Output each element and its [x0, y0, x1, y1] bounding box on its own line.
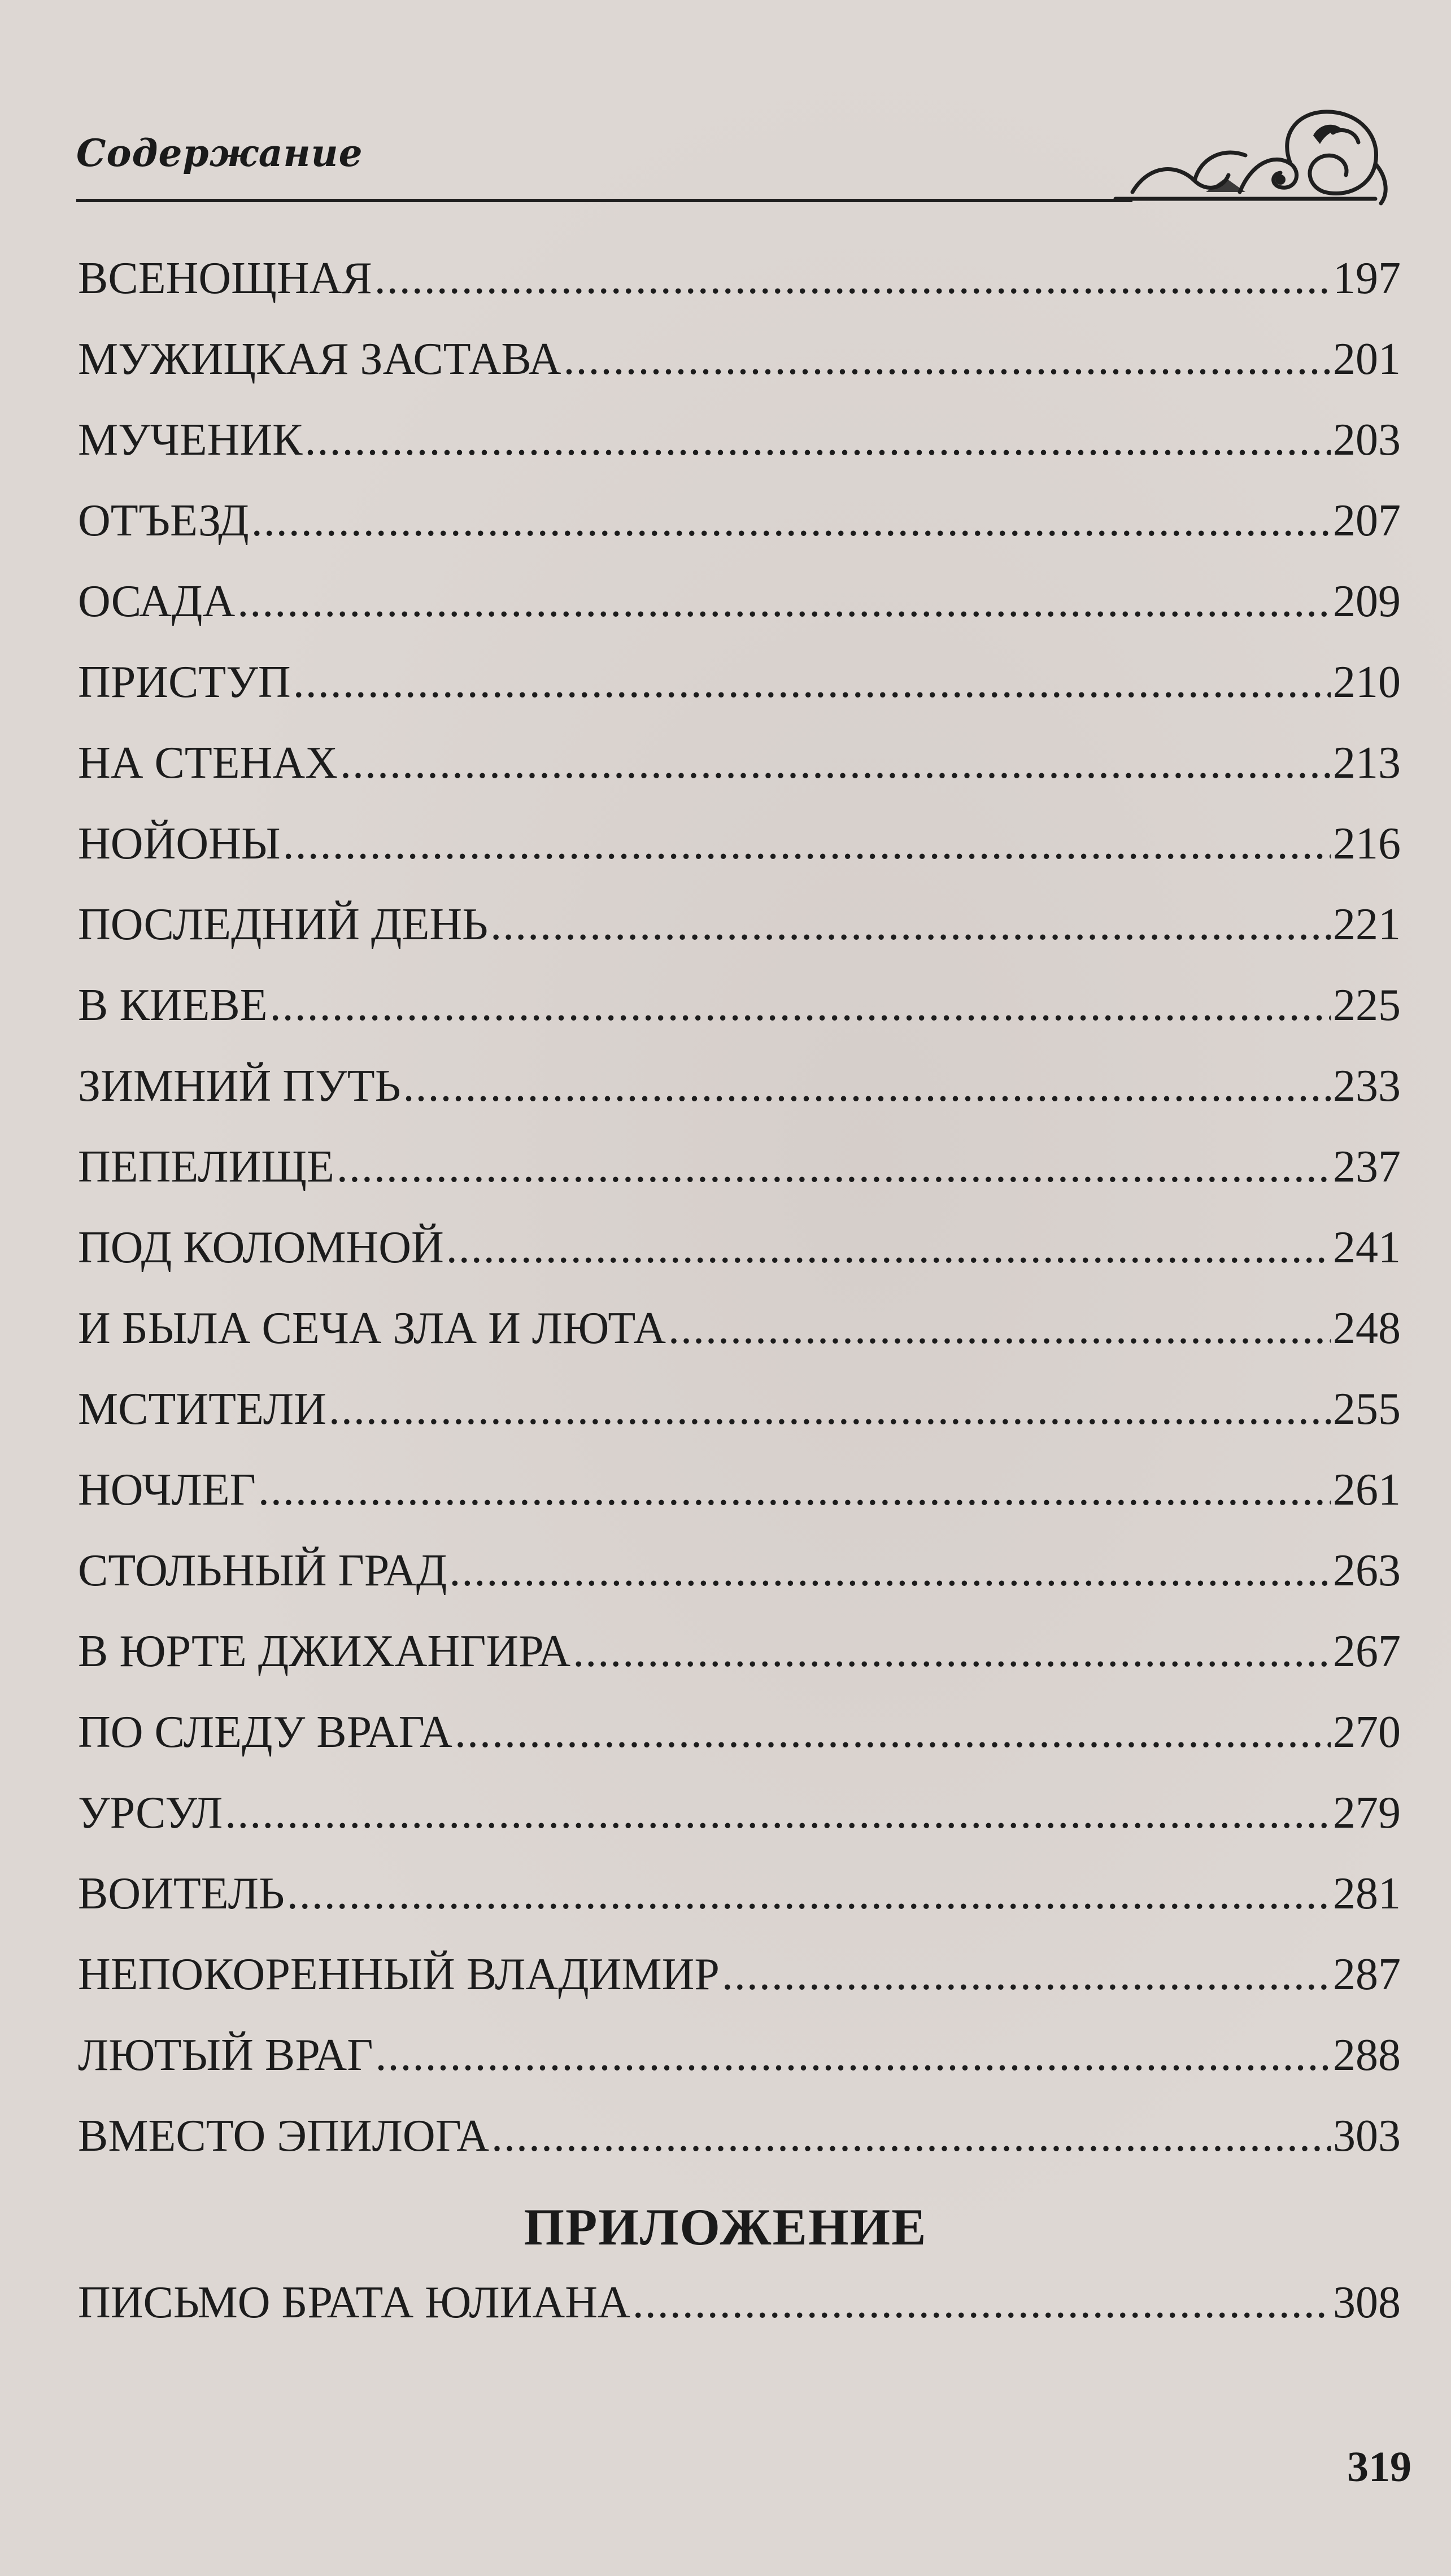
- toc-entry-title: ЛЮТЫЙ ВРАГ: [78, 2030, 373, 2080]
- toc-entry-page-number: 197: [1333, 254, 1401, 303]
- dot-leader: [490, 899, 1331, 951]
- toc-entry: [78, 980, 1401, 1061]
- dot-leader: [337, 1141, 1331, 1193]
- toc-entry: [78, 1949, 1401, 2030]
- dot-leader: [563, 334, 1331, 385]
- toc-entry: [78, 2111, 1401, 2191]
- toc-entry-page-number: 281: [1333, 1869, 1401, 1919]
- dot-leader: [374, 253, 1331, 304]
- toc-entry-page-number: 263: [1333, 1546, 1401, 1596]
- table-of-contents: [78, 253, 1401, 2191]
- toc-entry-page-number: 210: [1333, 657, 1401, 707]
- toc-entry-page-number: 203: [1333, 415, 1401, 465]
- dot-leader: [293, 657, 1331, 708]
- toc-entry-page-number: 287: [1333, 1950, 1401, 1999]
- dot-leader: [237, 576, 1331, 627]
- toc-entry: [78, 1788, 1401, 1868]
- dot-leader: [329, 1384, 1331, 1435]
- toc-entry-page-number: 267: [1333, 1627, 1401, 1676]
- scroll-ornament-icon: [1110, 102, 1392, 209]
- dot-leader: [668, 1303, 1331, 1354]
- dot-leader: [225, 1788, 1331, 1839]
- dot-leader: [340, 738, 1331, 789]
- toc-entry: [78, 2277, 1401, 2358]
- toc-entry-page-number: 261: [1333, 1465, 1401, 1515]
- toc-entry: [78, 657, 1401, 738]
- toc-entry: [78, 1222, 1401, 1303]
- toc-entry: [78, 1384, 1401, 1464]
- toc-entry: [78, 1303, 1401, 1384]
- toc-entry-title: ОСАДА: [78, 577, 236, 626]
- toc-entry: [78, 1061, 1401, 1141]
- toc-entry-title: НЕПОКОРЕННЫЙ ВЛАДИМИР: [78, 1950, 720, 1999]
- toc-entry: [78, 495, 1401, 576]
- toc-entry: [78, 2030, 1401, 2111]
- toc-entry-page-number: 233: [1333, 1061, 1401, 1111]
- toc-entry: [78, 1141, 1401, 1222]
- toc-entry-page-number: 255: [1333, 1384, 1401, 1434]
- toc-entry-title: ЗИМНИЙ ПУТЬ: [78, 1061, 401, 1111]
- toc-entry: [78, 899, 1401, 980]
- toc-entry: [78, 576, 1401, 657]
- toc-entry: [78, 1545, 1401, 1626]
- toc-entry-page-number: 225: [1333, 980, 1401, 1030]
- toc-entry-title: ВМЕСТО ЭПИЛОГА: [78, 2111, 490, 2161]
- toc-entry-title: ВОИТЕЛЬ: [78, 1869, 285, 1919]
- toc-entry-title: ВСЕНОЩНАЯ: [78, 254, 372, 303]
- toc-entry-title: ПО СЛЕДУ ВРАГА: [78, 1707, 452, 1757]
- toc-entry-page-number: 308: [1333, 2278, 1401, 2327]
- toc-entry-page-number: 213: [1333, 738, 1401, 788]
- toc-entry-title: МУЖИЦКАЯ ЗАСТАВА: [78, 334, 561, 384]
- toc-entry-title: МСТИТЕЛИ: [78, 1384, 326, 1434]
- toc-entry-page-number: 288: [1333, 2030, 1401, 2080]
- toc-entry-title: НА СТЕНАХ: [78, 738, 338, 788]
- toc-entry-title: ОТЪЕЗД: [78, 496, 249, 546]
- toc-entry: [78, 415, 1401, 495]
- toc-entry-page-number: 237: [1333, 1142, 1401, 1192]
- toc-entry: [78, 818, 1401, 899]
- toc-entry-title: В КИЕВЕ: [78, 980, 268, 1030]
- toc-entry-page-number: 303: [1333, 2111, 1401, 2161]
- toc-entry: [78, 253, 1401, 334]
- dot-leader: [491, 2111, 1331, 2162]
- dot-leader: [305, 415, 1331, 466]
- dot-leader: [633, 2277, 1331, 2329]
- dot-leader: [270, 980, 1331, 1031]
- toc-entry-page-number: 279: [1333, 1788, 1401, 1838]
- dot-leader: [455, 1707, 1331, 1758]
- toc-entry-title: СТОЛЬНЫЙ ГРАД: [78, 1546, 447, 1596]
- toc-entry-title: И БЫЛА СЕЧА ЗЛА И ЛЮТА: [78, 1304, 666, 1353]
- page-number: 319: [1347, 2443, 1411, 2491]
- toc-entry-page-number: 216: [1333, 819, 1401, 869]
- toc-entry-title: ПЕПЕЛИЩЕ: [78, 1142, 334, 1192]
- header-rule: [76, 199, 1132, 202]
- dot-leader: [722, 1949, 1331, 2000]
- appendix-heading: ПРИЛОЖЕНИЕ: [524, 2198, 927, 2256]
- toc-entry-title: ПОД КОЛОМНОЙ: [78, 1223, 444, 1272]
- toc-entry-title: ПРИСТУП: [78, 657, 291, 707]
- dot-leader: [573, 1626, 1331, 1677]
- toc-entry: [78, 334, 1401, 415]
- toc-entry-title: НОЙОНЫ: [78, 819, 281, 869]
- toc-entry-title: В ЮРТЕ ДЖИХАНГИРА: [78, 1627, 571, 1676]
- dot-leader: [403, 1061, 1331, 1112]
- appendix-contents: [78, 2277, 1401, 2358]
- dot-leader: [251, 495, 1331, 547]
- toc-entry: [78, 1464, 1401, 1545]
- toc-entry-page-number: 201: [1333, 334, 1401, 384]
- toc-entry: [78, 1626, 1401, 1707]
- dot-leader: [287, 1868, 1331, 1920]
- toc-entry: [78, 1868, 1401, 1949]
- toc-entry: [78, 1707, 1401, 1788]
- toc-entry-title: ПОСЛЕДНИЙ ДЕНЬ: [78, 900, 489, 949]
- toc-entry-page-number: 241: [1333, 1223, 1401, 1272]
- dot-leader: [449, 1545, 1331, 1597]
- toc-entry: [78, 738, 1401, 818]
- toc-entry-page-number: 221: [1333, 900, 1401, 949]
- toc-entry-page-number: 248: [1333, 1304, 1401, 1353]
- dot-leader: [283, 818, 1331, 870]
- toc-entry-title: УРСУЛ: [78, 1788, 223, 1838]
- toc-entry-title: НОЧЛЕГ: [78, 1465, 256, 1515]
- dot-leader: [258, 1464, 1331, 1516]
- toc-entry-title: МУЧЕНИК: [78, 415, 303, 465]
- toc-entry-page-number: 209: [1333, 577, 1401, 626]
- running-header: [76, 102, 1392, 215]
- dot-leader: [446, 1222, 1331, 1274]
- toc-entry-page-number: 270: [1333, 1707, 1401, 1757]
- running-header-title: Содержание: [76, 131, 363, 175]
- toc-entry-title: ПИСЬМО БРАТА ЮЛИАНА: [78, 2278, 630, 2327]
- dot-leader: [376, 2030, 1331, 2081]
- toc-entry-page-number: 207: [1333, 496, 1401, 546]
